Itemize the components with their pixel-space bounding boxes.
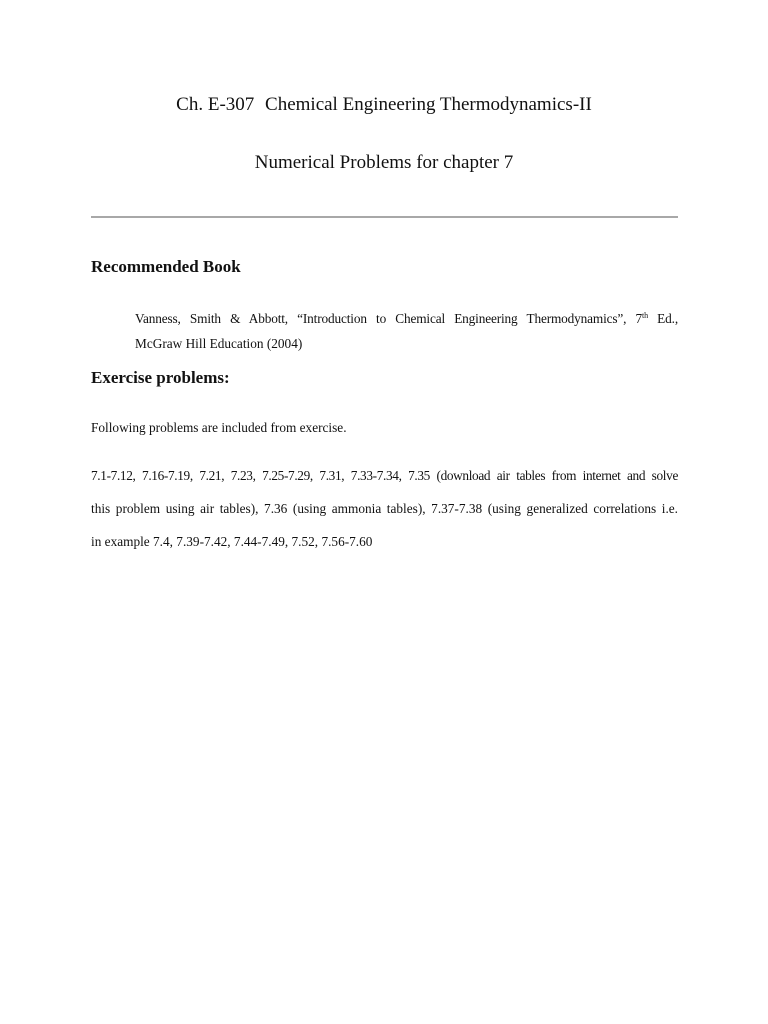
problem-line: this problem using air tables), 7.36 (using ammonia tables), 7.37-7.38 (using generalized correlations i.e. xyxy=(91,501,678,516)
problem-line: 7.1-7.12, 7.16-7.19, 7.21, 7.23, 7.25-7.29, 7.31, 7.33-7.34, 7.35 (download air tables from internet and solve xyxy=(91,468,678,483)
citation-main: Vanness, Smith & Abbott, “Introduction to Chemical Engineering Thermodynamics”, 7 xyxy=(135,311,643,326)
exercise-intro: Following problems are included from exercise. xyxy=(91,420,347,435)
horizontal-divider xyxy=(91,216,678,218)
exercise-problems-heading: Exercise problems: xyxy=(91,368,230,387)
page-subtitle: Numerical Problems for chapter 7 xyxy=(254,152,514,173)
book-citation xyxy=(135,306,678,356)
recommended-book-heading: Recommended Book xyxy=(91,257,241,276)
problem-line: in example 7.4, 7.39-7.42, 7.44-7.49, 7.52, 7.56-7.60 xyxy=(91,534,373,549)
problem-list xyxy=(91,459,678,558)
course-code: Ch. E-307 xyxy=(176,94,255,115)
book-citation-line-2: McGraw Hill Education (2004) xyxy=(135,336,303,351)
citation-tail: Ed., xyxy=(647,311,678,326)
course-title xyxy=(0,93,768,117)
edition-superscript: th xyxy=(642,311,648,320)
book-citation-line-1 xyxy=(135,306,678,331)
course-name: Chemical Engineering Thermodynamics-II xyxy=(265,94,592,115)
